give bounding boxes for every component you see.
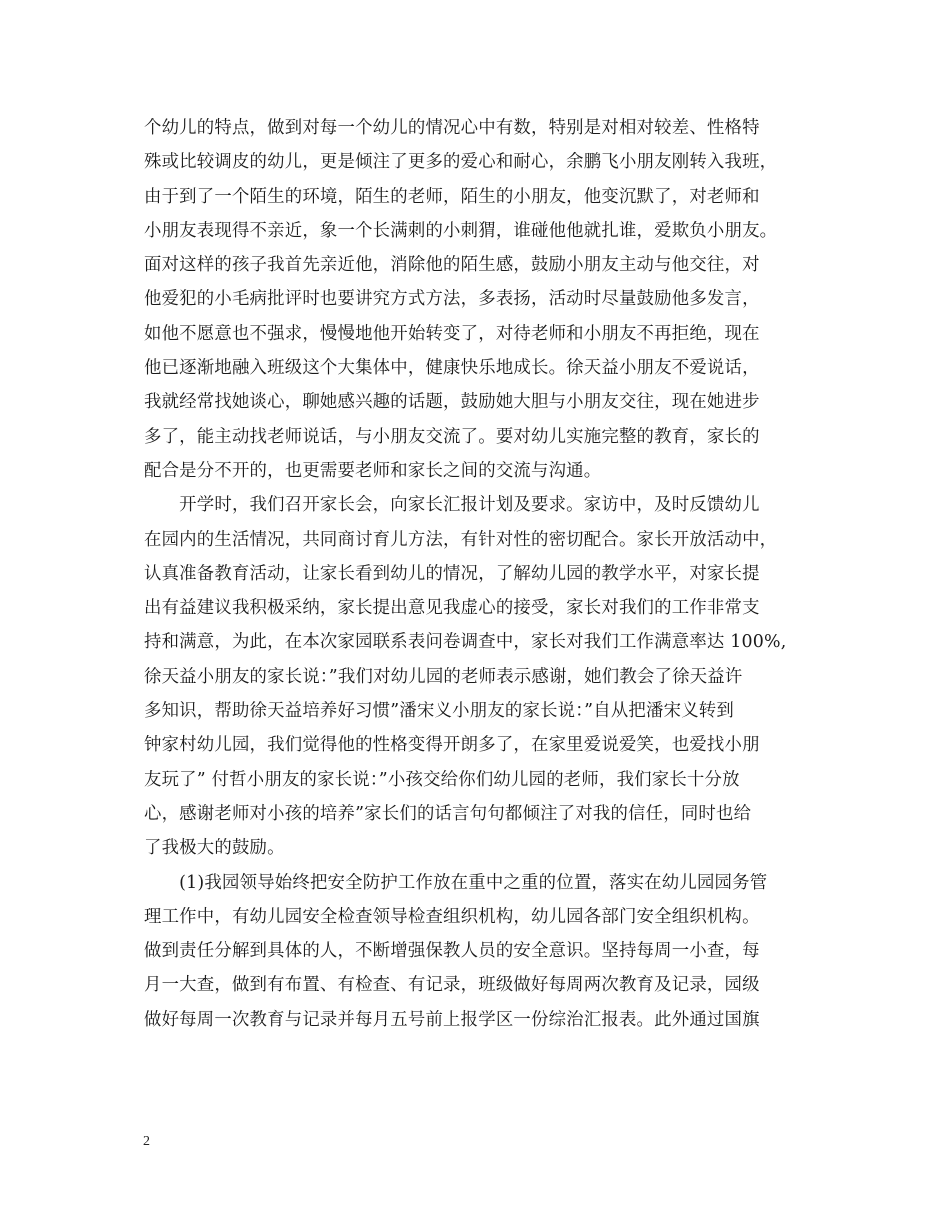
text-line: 我就经常找她谈心，聊她感兴趣的话题，鼓励她大胆与小朋友交往，现在她进步 xyxy=(144,392,760,413)
text-line: (1)我园领导始终把安全防护工作放在重中之重的位置，落实在幼儿园园务管 xyxy=(144,872,768,893)
text-line: 了我极大的鼓励。 xyxy=(144,838,285,859)
text-line: 多知识，帮助徐天益培养好习惯”潘宋义小朋友的家长说：”自从把潘宋义转到 xyxy=(144,701,734,722)
text-line: 个幼儿的特点，做到对每一个幼儿的情况心中有数，特别是对相对较差、性格特 xyxy=(144,118,760,138)
body-text xyxy=(144,111,824,1037)
text-line: 认真准备教育活动，让家长看到幼儿的情况，了解幼儿园的教学水平，对家长提 xyxy=(144,563,760,584)
text-line: 月一大查，做到有布置、有检查、有记录，班级做好每周两次教育及记录，园级 xyxy=(144,975,760,996)
text-line: 徐天益小朋友的家长说：”我们对幼儿园的老师表示感谢，她们教会了徐天益许 xyxy=(144,666,743,687)
text-line: 做到责任分解到具体的人，不断增强保教人员的安全意识。坚持每周一小查，每 xyxy=(144,941,760,962)
text-line: 出有益建议我积极采纳，家长提出意见我虚心的接受，家长对我们的工作非常支 xyxy=(144,598,760,619)
text-line: 面对这样的孩子我首先亲近他，消除他的陌生感，鼓励小朋友主动与他交往，对 xyxy=(144,255,760,276)
text-line: 多了，能主动找老师说话，与小朋友交流了。要对幼儿实施完整的教育，家长的 xyxy=(144,426,760,447)
text-line: 开学时，我们召开家长会，向家长汇报计划及要求。家访中，及时反馈幼儿 xyxy=(144,495,760,516)
text-line: 小朋友表现得不亲近，象一个长满刺的小刺猬，谁碰他他就扎谁，爱欺负小朋友。 xyxy=(144,220,778,241)
text-line: 殊或比较调皮的幼儿，更是倾注了更多的爱心和耐心，余鹏飞小朋友刚转入我班， xyxy=(144,152,778,173)
text-line: 心，感谢老师对小孩的培养”家长们的话言句句都倾注了对我的信任，同时也给 xyxy=(144,803,752,824)
text-line: 他爱犯的小毛病批评时也要讲究方式方法，多表扬，活动时尽量鼓励他多发言， xyxy=(144,289,760,310)
text-line: 如他不愿意也不强求，慢慢地他开始转变了，对待老师和小朋友不再拒绝，现在 xyxy=(144,323,760,344)
text-line: 理工作中，有幼儿园安全检查领导检查组织机构，幼儿园各部门安全组织机构。 xyxy=(144,906,760,927)
text-line: 钟家村幼儿园，我们觉得他的性格变得开朗多了，在家里爱说爱笑，也爱找小朋 xyxy=(144,735,760,756)
text-line: 在园内的生活情况，共同商讨育儿方法，有针对性的密切配合。家长开放活动中， xyxy=(144,529,778,550)
text-line: 他已逐渐地融入班级这个大集体中，健康快乐地成长。徐天益小朋友不爱说话， xyxy=(144,358,760,379)
page-number: 2 xyxy=(143,1134,150,1149)
text-line: 持和满意，为此，在本次家园联系表问卷调查中，家长对我们工作满意率达 100%, xyxy=(144,632,787,653)
text-line: 友玩了” 付哲小朋友的家长说：”小孩交给你们幼儿园的老师，我们家长十分放 xyxy=(144,769,740,790)
text-line: 配合是分不开的，也更需要老师和家长之间的交流与沟通。 xyxy=(144,460,602,481)
text-line: 做好每周一次教育与记录并每月五号前上报学区一份综治汇报表。此外通过国旗 xyxy=(144,1009,760,1030)
text-line: 由于到了一个陌生的环境，陌生的老师，陌生的小朋友，他变沉默了，对老师和 xyxy=(144,186,760,207)
